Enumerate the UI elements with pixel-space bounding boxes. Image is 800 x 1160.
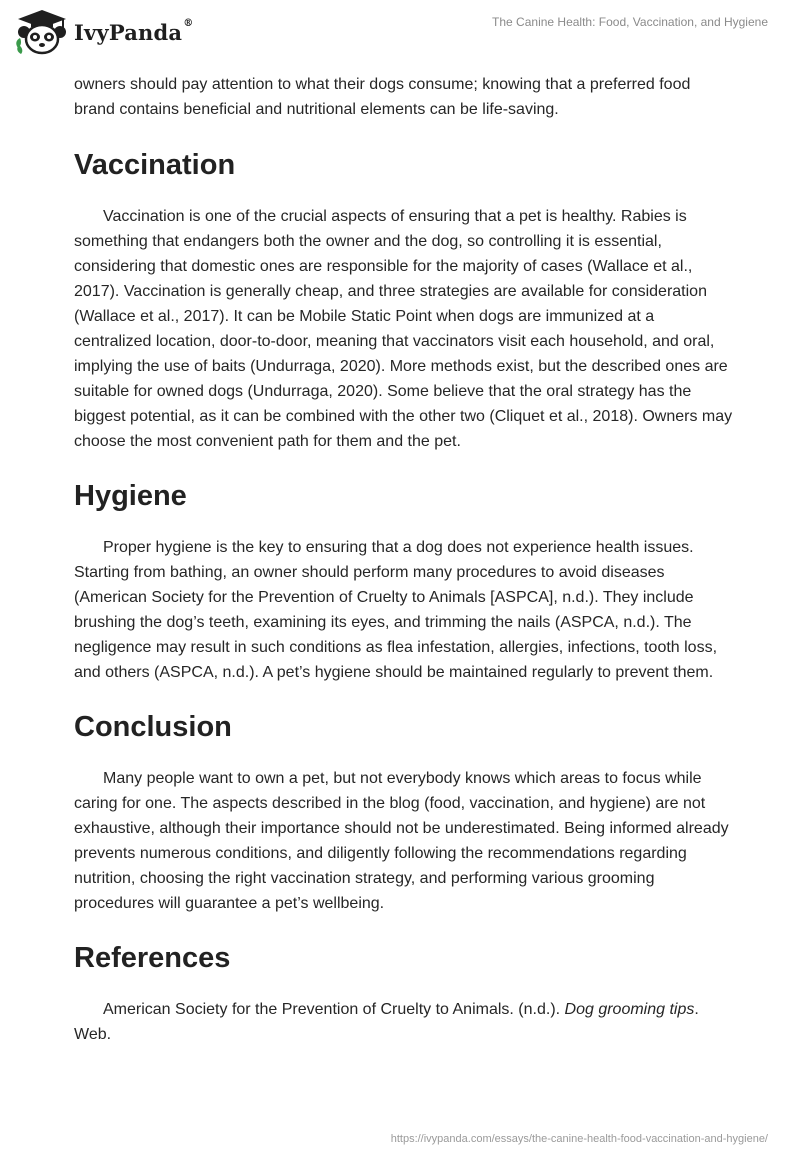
reference-title: Dog grooming tips	[564, 1001, 695, 1018]
section-body-hygiene: Proper hygiene is the key to ensuring that a dog does not experience health issues. Starting from bathing, an owner should perform many procedures to avoid diseases (American Society for the Prevention of Cruelty to Animals [ASPCA], n.d.). They include brushing the dog’s teeth, examining its eyes, and trimming the nails (ASPCA, n.d.). The negligence may result in such conditions as flea infestation, allergies, infections, tooth loss, and others (ASPCA, n.d.). A pet’s hygiene should be maintained regularly to prevent them.	[74, 539, 718, 681]
essay-body	[74, 72, 734, 1047]
reference-entry	[74, 997, 734, 1047]
section-body-conclusion: Many people want to own a pet, but not everybody knows which areas to focus while caring for one. The aspects described in the blog (food, vaccination, and hygiene) are not exhaustive, although their importance should not be underestimated. Being informed already prevents numerous conditions, and diligently following the recommendations regarding nutrition, choosing the right vaccination strategy, and performing various grooming procedures will guarantee a pet’s wellbeing.	[74, 770, 729, 912]
page-header	[0, 0, 800, 64]
section-heading-references: References	[74, 942, 231, 974]
intro-paragraph: owners should pay attention to what their dogs consume; knowing that a preferred food brand contains beneficial and nutritional elements can be life-saving.	[74, 76, 691, 118]
panda-graduate-icon	[14, 8, 70, 56]
section-body-vaccination: Vaccination is one of the crucial aspects of ensuring that a pet is healthy. Rabies is something that endangers both the owner and the dog, so controlling it is essential, considering that domestic ones are responsible for the majority of cases (Wallace et al., 2017). Vaccination is generally cheap, and three strategies are available for consideration (Wallace et al., 2017). It can be Mobile Static Point when dogs are immunized at a centralized location, door-to-door, meaning that vaccinators visit each household, and oral, implying the use of baits (Undurraga, 2020). More methods exist, but the described ones are suitable for owned dogs (Undurraga, 2020). Some believe that the oral strategy has the biggest potential, as it can be combined with the other two (Cliquet et al., 2018). Owners may choose the most convenient path for them and the pet.	[74, 208, 733, 450]
reference-author: American Society for the Prevention of Cruelty to Animals. (n.d.).	[103, 1001, 565, 1018]
ivypanda-logo[interactable]	[14, 8, 193, 56]
source-url[interactable]: https://ivypanda.com/essays/the-canine-health-food-vaccination-and-hygiene/	[390, 1133, 768, 1145]
reference-suffix: . Web.	[74, 1001, 699, 1043]
document-title: The Canine Health: Food, Vaccination, and Hygiene	[492, 15, 768, 29]
logo-text: IvyPanda®	[74, 17, 194, 45]
section-heading-vaccination: Vaccination	[74, 149, 236, 181]
section-heading-conclusion: Conclusion	[74, 711, 232, 743]
section-heading-hygiene: Hygiene	[74, 480, 187, 512]
